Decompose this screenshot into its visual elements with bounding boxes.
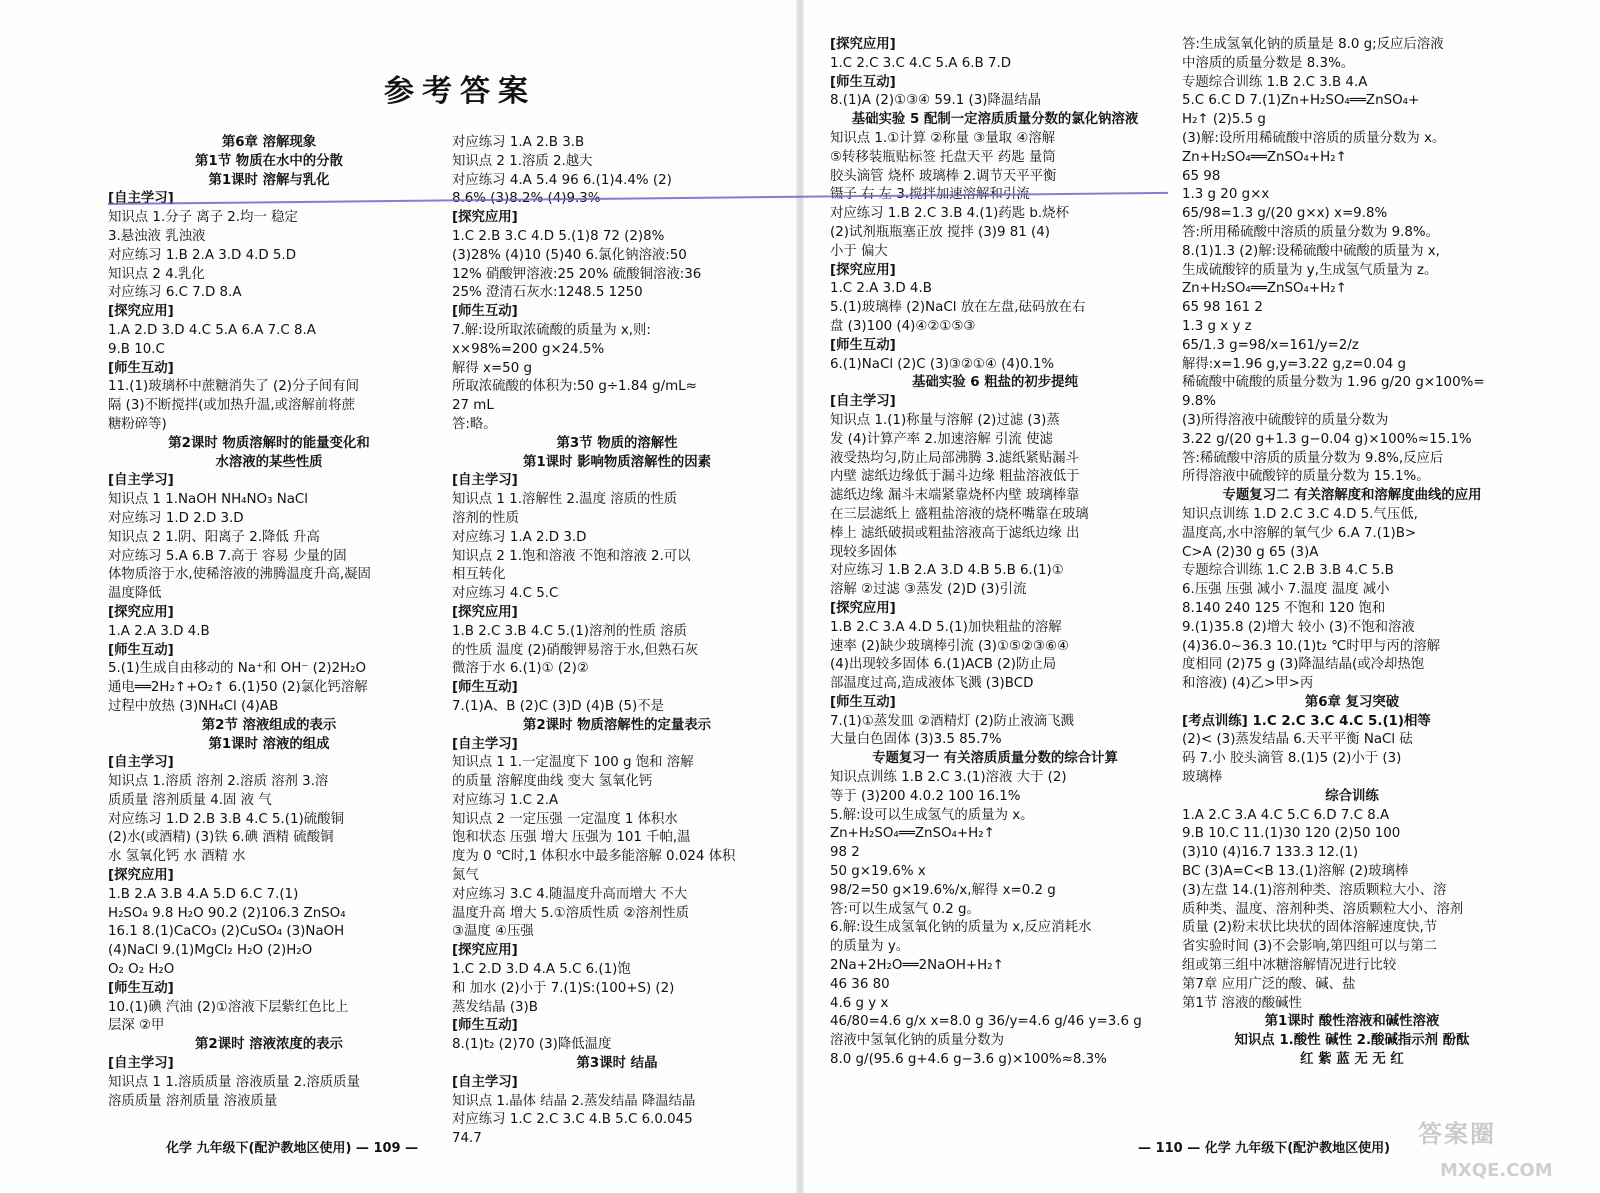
- answer-line: 7.(1)A、B (2)C (3)D (4)B (5)不是: [452, 698, 665, 714]
- answer-line: (3)10 (4)16.7 133.3 12.(1): [1182, 845, 1359, 861]
- answer-line: [自主学习]: [452, 736, 518, 752]
- answer-line: 知识点 1.分子 离子 2.均一 稳定: [108, 210, 298, 226]
- answer-line: 答:稀硫酸中溶质的质量分数为 9.8%,反应后: [1182, 450, 1444, 466]
- answer-line: [探究应用]: [108, 304, 174, 320]
- answer-line: 74.7: [452, 1131, 482, 1147]
- answer-line: 溶质质量 溶剂质量 溶液质量: [108, 1093, 278, 1109]
- answer-line: (3)左盘 14.(1)溶剂种类、溶质颗粒大小、溶: [1182, 882, 1447, 898]
- answer-line: 8.(1)1.3 (2)解:设稀硫酸中硫酸的质量为 x,: [1182, 243, 1440, 259]
- answer-line: 隔 (3)不断搅拌(或加热升温,或溶解前将蔗: [108, 398, 355, 414]
- answer-line: BC (3)A=C<B 13.(1)溶解 (2)玻璃棒: [1182, 864, 1409, 880]
- answer-line: (4)NaCl 9.(1)MgCl₂ H₂O (2)H₂O: [108, 943, 313, 959]
- answer-line: 27 mL: [452, 398, 494, 414]
- answer-line: [探究应用]: [108, 604, 174, 620]
- watermark-logo: 答案圈: [1418, 1120, 1496, 1148]
- answer-line: [自主学习]: [830, 394, 896, 410]
- answer-line: 1.A 2.D 3.D 4.C 5.A 6.A 7.C 8.A: [108, 322, 316, 338]
- answer-line: 通电══2H₂↑+O₂↑ 6.(1)50 (2)氯化钙溶解: [108, 680, 368, 696]
- answer-line: [自主学习]: [452, 1074, 518, 1090]
- answer-line: 1.C 2.C 3.C 4.C 5.A 6.B 7.D: [830, 55, 1012, 71]
- answer-line: ⑤转移装瓶贴标签 托盘天平 药匙 量筒: [830, 149, 1056, 165]
- answer-line: 稀硫酸中硫酸的质量分数为 1.96 g/20 g×100%=: [1182, 375, 1485, 391]
- answer-line: 11.(1)玻璃杯中蔗糖消失了 (2)分子间有间: [108, 379, 359, 395]
- answer-column-1: [108, 134, 430, 1111]
- answer-line: 知识点 1.①计算 ②称量 ③量取 ④溶解: [830, 130, 1056, 146]
- answer-line: [自主学习]: [452, 473, 518, 489]
- answer-line: 1.C 2.A 3.D 4.B: [830, 281, 932, 297]
- answer-line: 温度降低: [108, 586, 162, 602]
- answer-line: 7.解:设所取浓硫酸的质量为 x,则:: [452, 322, 651, 338]
- answer-line: Zn+H₂SO₄══ZnSO₄+H₂↑: [830, 826, 995, 842]
- answer-line: 第2课时 物质溶解时的能量变化和: [168, 435, 370, 451]
- answer-line: [师生互动]: [452, 1018, 518, 1034]
- answer-line: 对应练习 1.D 2.D 3.D: [108, 510, 244, 526]
- answer-line: 的性质 温度 (2)硝酸钾易溶于水,但熟石灰: [452, 642, 698, 658]
- answer-line: 5.(1)生成自由移动的 Na⁺和 OH⁻ (2)2H₂O: [108, 661, 367, 677]
- answer-line: 棒上 滤纸破损或粗盐溶液高于滤纸边缘 出: [830, 525, 1080, 541]
- answer-line: [自主学习]: [108, 1056, 174, 1072]
- answer-line: 第3节 物质的溶解性: [556, 435, 678, 451]
- answer-line: 知识点 1.溶质 溶剂 2.溶质 溶剂 3.溶: [108, 774, 329, 790]
- answer-line: 9.8%: [1182, 394, 1217, 410]
- answer-line: 知识点 2 1.饱和溶液 不饱和溶液 2.可以: [452, 548, 691, 564]
- page-title: 参考答案: [384, 74, 536, 109]
- answer-line: 1.3 g x y z: [1182, 318, 1252, 334]
- answer-line: 第7章 应用广泛的酸、碱、盐: [1182, 976, 1356, 992]
- answer-line: 专题综合训练 1.B 2.C 3.B 4.A: [1182, 74, 1368, 90]
- book-gutter: [796, 0, 804, 1193]
- answer-line: H₂↑ (2)5.5 g: [1182, 112, 1266, 128]
- answer-line: 答:所用稀硫酸中溶质的质量分数为 9.8%。: [1182, 224, 1440, 240]
- answer-line: 滤纸边缘 漏斗末端紧靠烧杯内壁 玻璃棒靠: [830, 488, 1080, 504]
- answer-line: 知识点 1 1.溶质质量 溶液质量 2.溶质质量: [108, 1074, 360, 1090]
- answer-line: 质种类、温度、溶剂种类、溶质颗粒大小、溶剂: [1182, 901, 1464, 917]
- answer-line: O₂ O₂ H₂O: [108, 962, 175, 978]
- answer-line: 对应练习 1.C 2.A: [452, 792, 559, 808]
- answer-line: 知识点 1.酸性 碱性 2.酸碱指示剂 酚酞: [1234, 1033, 1470, 1049]
- answer-line: [师生互动]: [830, 74, 896, 90]
- answer-line: [自主学习]: [108, 755, 174, 771]
- answer-line: 1.C 2.D 3.D 4.A 5.C 6.(1)饱: [452, 962, 631, 978]
- answer-line: 对应练习 4.A 5.4 96 6.(1)4.4% (2): [452, 172, 672, 188]
- answer-line: 生成硫酸锌的质量为 y,生成氢气质量为 z。: [1182, 262, 1438, 278]
- answer-line: 解得 x=50 g: [452, 360, 532, 376]
- answer-line: 1.3 g 20 g×x: [1182, 187, 1270, 203]
- answer-line: 46 36 80: [830, 976, 890, 992]
- answer-line: 码 7.小 胶头滴管 8.(1)5 (2)小于 (3): [1182, 751, 1402, 767]
- answer-line: [探究应用]: [830, 262, 896, 278]
- answer-line: 9.B 10.C: [108, 341, 165, 357]
- answer-line: 知识点 1 1.一定温度下 100 g 饱和 溶解: [452, 755, 694, 771]
- answer-line: 2Na+2H₂O══2NaOH+H₂↑: [830, 958, 1004, 974]
- answer-line: 水溶液的某些性质: [215, 454, 323, 470]
- answer-line: 内壁 滤纸边缘低于漏斗边缘 粗盐溶液低于: [830, 469, 1080, 485]
- answer-line: [探究应用]: [830, 600, 896, 616]
- watermark-url: MXQE.COM: [1440, 1160, 1553, 1181]
- answer-line: 8.0 g/(95.6 g+4.6 g−3.6 g)×100%≈8.3%: [830, 1052, 1107, 1068]
- answer-line: 第6章 复习突破: [1304, 694, 1400, 710]
- answer-line: 温度升高 增大 5.①溶质性质 ②溶剂性质: [452, 905, 690, 921]
- answer-column-3: [830, 36, 1160, 1070]
- answer-line: 3.悬浊液 乳浊液: [108, 228, 206, 244]
- footer-right: — 110 — 化学 九年级下(配沪教地区使用): [1138, 1141, 1391, 1156]
- answer-line: 体物质溶于水,使稀溶液的沸腾温度升高,凝固: [108, 567, 371, 583]
- answer-line: 对应练习 1.B 2.C 3.B 4.(1)药匙 b.烧杯: [830, 206, 1069, 222]
- answer-line: 中溶质的质量分数是 8.3%。: [1182, 55, 1355, 71]
- answer-line: 1.B 2.C 3.B 4.C 5.(1)溶剂的性质 溶质: [452, 623, 687, 639]
- answer-line: 98/2=50 g×19.6%/x,解得 x=0.2 g: [830, 882, 1056, 898]
- answer-line: [师生互动]: [108, 360, 174, 376]
- answer-line: 饱和状态 压强 增大 压强为 101 千帕,温: [452, 830, 691, 846]
- answer-line: 25% 澄清石灰水:1248.5 1250: [452, 285, 643, 301]
- answer-line: 65 98: [1182, 168, 1221, 184]
- answer-line: [师生互动]: [108, 642, 174, 658]
- answer-line: H₂SO₄ 9.8 H₂O 90.2 (2)106.3 ZnSO₄: [108, 905, 346, 921]
- answer-line: 知识点 1.晶体 结晶 2.蒸发结晶 降温结晶: [452, 1093, 696, 1109]
- answer-line: [师生互动]: [830, 337, 896, 353]
- answer-line: 氮气: [452, 868, 479, 884]
- answer-line: 5.(1)玻璃棒 (2)NaCl 放在左盘,砝码放在右: [830, 300, 1086, 316]
- answer-line: 大量白色固体 (3)3.5 85.7%: [830, 732, 1002, 748]
- answer-line: 第1节 溶液的酸碱性: [1182, 995, 1302, 1011]
- answer-line: 第3课时 结晶: [576, 1056, 658, 1072]
- answer-line: (2)水(或酒精) (3)铁 6.碘 酒精 硫酸铜: [108, 830, 334, 846]
- answer-line: 1.A 2.C 3.A 4.C 5.C 6.D 7.C 8.A: [1182, 807, 1390, 823]
- answer-line: Zn+H₂SO₄══ZnSO₄+H₂↑: [1182, 149, 1347, 165]
- answer-line: 小于 偏大: [830, 243, 888, 259]
- answer-line: 第6章 溶解现象: [221, 135, 317, 150]
- answer-line: [师生互动]: [830, 694, 896, 710]
- answer-line: 和 加水 (2)小于 7.(1)S:(100+S) (2): [452, 980, 675, 996]
- answer-line: 综合训练: [1325, 788, 1379, 804]
- answer-line: 8.(1)A (2)①③④ 59.1 (3)降温结晶: [830, 93, 1042, 109]
- answer-line: 基础实验 6 粗盐的初步提纯: [912, 375, 1078, 391]
- answer-line: 解得:x=1.96 g,y=3.22 g,z=0.04 g: [1182, 356, 1407, 372]
- answer-line: 水 氢氧化钙 水 酒精 水: [108, 849, 246, 865]
- answer-line: 对应练习 6.C 7.D 8.A: [108, 285, 242, 301]
- answer-line: 7.(1)①蒸发皿 ②酒精灯 (2)防止液滴飞溅: [830, 713, 1074, 729]
- answer-line: (4)出现较多固体 6.(1)ACB (2)防止局: [830, 657, 1057, 673]
- answer-line: 质质量 溶剂质量 4.固 液 气: [108, 792, 272, 808]
- answer-line: 所得溶液中硫酸锌的质量分数为 15.1%。: [1182, 469, 1430, 485]
- answer-line: 盘 (3)100 (4)④②①⑤③: [830, 318, 976, 334]
- answer-line: 基础实验 5 配制一定溶质质量分数的氯化钠溶液: [851, 112, 1139, 128]
- answer-line: 对应练习 1.D 2.B 3.B 4.C 5.(1)硫酸铜: [108, 811, 344, 827]
- answer-line: 的质量 溶解度曲线 变大 氢氧化钙: [452, 774, 653, 790]
- answer-line: 液受热均匀,防止局部沸腾 3.滤纸紧贴漏斗: [830, 450, 1079, 466]
- answer-line: 16.1 8.(1)CaCO₃ (2)CuSO₄ (3)NaOH: [108, 924, 345, 940]
- answer-line: 1.C 2.B 3.C 4.D 5.(1)8 72 (2)8%: [452, 228, 665, 244]
- answer-line: 组或第三组中冰糖溶解情况进行比较: [1182, 958, 1397, 974]
- answer-line: 50 g×19.6% x: [830, 864, 926, 880]
- answer-line: (2)< (3)蒸发结晶 6.天平平衡 NaCl 砝: [1182, 732, 1413, 748]
- answer-line: 糖粉碎等): [108, 416, 167, 432]
- answer-line: 溶液中氢氧化钠的质量分数为: [830, 1033, 1005, 1049]
- answer-line: 的质量为 y。: [830, 939, 910, 955]
- answer-line: 8.(1)t₂ (2)70 (3)降低温度: [452, 1037, 612, 1053]
- answer-line: 第1课时 溶解与乳化: [208, 172, 330, 188]
- answer-line: 知识点 2 4.乳化: [108, 266, 205, 282]
- answer-line: 知识点训练 1.D 2.C 3.C 4.D 5.气压低,: [1182, 506, 1418, 522]
- answer-line: (3)解:设所用稀硫酸中溶质的质量分数为 x。: [1182, 130, 1446, 146]
- answer-line: 对应练习 1.B 2.A 3.D 4.D 5.D: [108, 247, 297, 263]
- answer-line: 1.B 2.C 3.A 4.D 5.(1)加快粗盐的溶解: [830, 619, 1062, 635]
- answer-line: 6.(1)NaCl (2)C (3)③②①④ (4)0.1%: [830, 356, 1055, 372]
- answer-line: 知识点 1.(1)称量与溶解 (2)过滤 (3)蒸: [830, 412, 1060, 428]
- answer-line: C>A (2)30 g 65 (3)A: [1182, 544, 1319, 560]
- answer-line: [探究应用]: [452, 210, 518, 226]
- answer-line: 对应练习 4.C 5.C: [452, 586, 559, 602]
- answer-line: 65/1.3 g=98/x=161/y=2/z: [1182, 337, 1359, 353]
- answer-line: 等于 (3)200 4.0.2 100 16.1%: [830, 788, 1021, 804]
- answer-line: 知识点 2 一定压强 一定温度 1 体积水: [452, 811, 678, 827]
- answer-line: 红 紫 蓝 无 无 红: [1300, 1052, 1404, 1068]
- answer-line: 专题复习一 有关溶质质量分数的综合计算: [872, 751, 1118, 767]
- answer-line: 溶剂的性质: [452, 510, 519, 526]
- answer-line: [师生互动]: [108, 980, 174, 996]
- answer-line: 在三层滤纸上 盛粗盐溶液的烧杯嘴靠在玻璃: [830, 506, 1089, 522]
- answer-line: [师生互动]: [452, 680, 518, 696]
- answer-line: 65/98=1.3 g/(20 g×x) x=9.8%: [1182, 206, 1388, 222]
- answer-line: 第1课时 影响物质溶解性的因素: [522, 454, 712, 470]
- answer-line: 答:略。: [452, 416, 497, 432]
- answer-line: [探究应用]: [830, 37, 896, 52]
- answer-line: 6.压强 压强 减小 7.温度 温度 减小: [1182, 582, 1390, 598]
- answer-line: 第2课时 物质溶解性的定量表示: [522, 717, 712, 733]
- answer-line: 10.(1)碘 汽油 (2)①溶液下层紫红色比上: [108, 999, 349, 1015]
- answer-line: (3)28% (4)10 (5)40 6.氯化钠溶液:50: [452, 247, 687, 263]
- answer-line: [探究应用]: [452, 604, 518, 620]
- answer-line: 速率 (2)缺少玻璃棒引流 (3)①⑤②③⑥④: [830, 638, 1069, 654]
- answer-line: 所取浓硫酸的体积为:50 g÷1.84 g/mL≈: [452, 379, 697, 395]
- answer-line: 46/80=4.6 g/x x=8.0 g 36/y=4.6 g/46 y=3.6 g: [830, 1014, 1142, 1030]
- answer-line: 玻璃棒: [1182, 770, 1223, 786]
- answer-line: [自主学习]: [108, 191, 174, 207]
- answer-line: 现较多固体: [830, 544, 897, 560]
- answer-line: 省实验时间 (3)不会影响,第四组可以与第二: [1182, 939, 1438, 955]
- answer-line: 对应练习 1.A 2.B 3.B: [452, 135, 585, 150]
- answer-line: [自主学习]: [108, 473, 174, 489]
- answer-line: 层深 ②甲: [108, 1018, 165, 1034]
- answer-line: 和溶液) (4)乙>甲>丙: [1182, 676, 1314, 692]
- answer-line: 98 2: [830, 845, 860, 861]
- answer-line: 知识点 2 1.阴、阳离子 2.降低 升高: [108, 529, 320, 545]
- answer-line: 度为 0 ℃时,1 体积水中最多能溶解 0.024 体积: [452, 849, 736, 865]
- answer-line: 6.解:设生成氢氧化钠的质量为 x,反应消耗水: [830, 920, 1092, 936]
- footer-left: 化学 九年级下(配沪教地区使用) — 109 —: [166, 1141, 419, 1156]
- answer-line: 第1节 物质在水中的分散: [195, 153, 343, 169]
- answer-line: 答:可以生成氢气 0.2 g。: [830, 901, 980, 917]
- answer-line: (3)所得溶液中硫酸锌的质量分数为: [1182, 412, 1389, 428]
- answer-line: 第1课时 酸性溶液和碱性溶液: [1264, 1014, 1440, 1030]
- answer-line: 9.(1)35.8 (2)增大 较小 (3)不饱和溶液: [1182, 619, 1415, 635]
- answer-line: 蒸发结晶 (3)B: [452, 999, 538, 1015]
- answer-line: [考点训练] 1.C 2.C 3.C 4.C 5.(1)相等: [1182, 713, 1431, 729]
- answer-line: 65 98 161 2: [1182, 300, 1263, 316]
- answer-line: 专题复习二 有关溶解度和溶解度曲线的应用: [1222, 488, 1482, 504]
- answer-line: 专题综合训练 1.C 2.B 3.B 4.C 5.B: [1182, 563, 1394, 579]
- answer-line: 4.6 g y x: [830, 995, 889, 1011]
- answer-line: 3.22 g/(20 g+1.3 g−0.04 g)×100%≈15.1%: [1182, 431, 1472, 447]
- answer-line: 过程中放热 (3)NH₄Cl (4)AB: [108, 698, 279, 714]
- answer-line: 温度高,水中溶解的氧气少 6.A 7.(1)B>: [1182, 525, 1417, 541]
- answer-line: 微溶于水 6.(1)① (2)②: [452, 661, 589, 677]
- answer-line: 对应练习 1.B 2.A 3.D 4.B 5.B 6.(1)①: [830, 563, 1064, 579]
- answer-line: 12% 硝酸钾溶液:25 20% 硫酸铜溶液:36: [452, 266, 702, 282]
- answer-line: Zn+H₂SO₄══ZnSO₄+H₂↑: [1182, 281, 1347, 297]
- answer-column-4: [1182, 36, 1522, 1070]
- answer-line: 对应练习 1.C 2.C 3.C 4.B 5.C 6.0.045: [452, 1112, 693, 1128]
- answer-line: (4)36.0~36.3 10.(1)t₂ ℃时甲与丙的溶解: [1182, 638, 1440, 654]
- answer-line: [师生互动]: [452, 304, 518, 320]
- answer-column-2: [452, 134, 782, 1149]
- answer-line: 9.B 10.C 11.(1)30 120 (2)50 100: [1182, 826, 1401, 842]
- answer-line: (2)试剂瓶瓶塞正放 搅拌 (3)9 81 (4): [830, 224, 1051, 240]
- answer-line: 相互转化: [452, 567, 506, 583]
- answer-line: 对应练习 1.A 2.D 3.D: [452, 529, 587, 545]
- answer-line: 8.140 240 125 不饱和 120 饱和: [1182, 600, 1386, 616]
- answer-line: 第1课时 溶液的组成: [208, 736, 330, 752]
- answer-line: 第2节 溶液组成的表示: [201, 717, 337, 733]
- answer-line: 知识点 1 1.NaOH NH₄NO₃ NaCl: [108, 492, 308, 508]
- answer-line: 答:生成氢氧化钠的质量是 8.0 g;反应后溶液: [1182, 37, 1444, 52]
- answer-line: 知识点 2 1.溶质 2.越大: [452, 153, 593, 169]
- answer-line: 对应练习 3.C 4.随温度升高而增大 不大: [452, 886, 688, 902]
- answer-line: 5.C 6.C D 7.(1)Zn+H₂SO₄══ZnSO₄+: [1182, 93, 1420, 109]
- answer-line: 知识点训练 1.B 2.C 3.(1)溶液 大于 (2): [830, 770, 1067, 786]
- answer-line: [探究应用]: [452, 943, 518, 959]
- answer-line: [探究应用]: [108, 868, 174, 884]
- answer-line: 5.解:设可以生成氢气的质量为 x。: [830, 807, 1034, 823]
- answer-line: 溶解 ②过滤 ③蒸发 (2)D (3)引流: [830, 582, 1027, 598]
- answer-line: 对应练习 5.A 6.B 7.高于 容易 少量的固: [108, 548, 347, 564]
- answer-line: 第2课时 溶液浓度的表示: [195, 1037, 343, 1053]
- answer-line: 知识点 1 1.溶解性 2.温度 溶质的性质: [452, 492, 678, 508]
- answer-line: 度相同 (2)75 g (3)降温结晶(或冷却热饱: [1182, 657, 1425, 673]
- answer-line: x×98%=200 g×24.5%: [452, 341, 605, 357]
- answer-line: 部温度过高,造成液体飞溅 (3)BCD: [830, 676, 1034, 692]
- answer-line: 发 (4)计算产率 2.加速溶解 引流 使滤: [830, 431, 1053, 447]
- answer-line: 1.B 2.A 3.B 4.A 5.D 6.C 7.(1): [108, 886, 299, 902]
- answer-line: 1.A 2.A 3.D 4.B: [108, 623, 210, 639]
- answer-line: 胶头滴管 烧杯 玻璃棒 2.调节天平平衡: [830, 168, 1057, 184]
- answer-line: 质量 (2)粉末状比块状的固体溶解速度快,节: [1182, 920, 1438, 936]
- answer-line: ③温度 ④压强: [452, 924, 534, 940]
